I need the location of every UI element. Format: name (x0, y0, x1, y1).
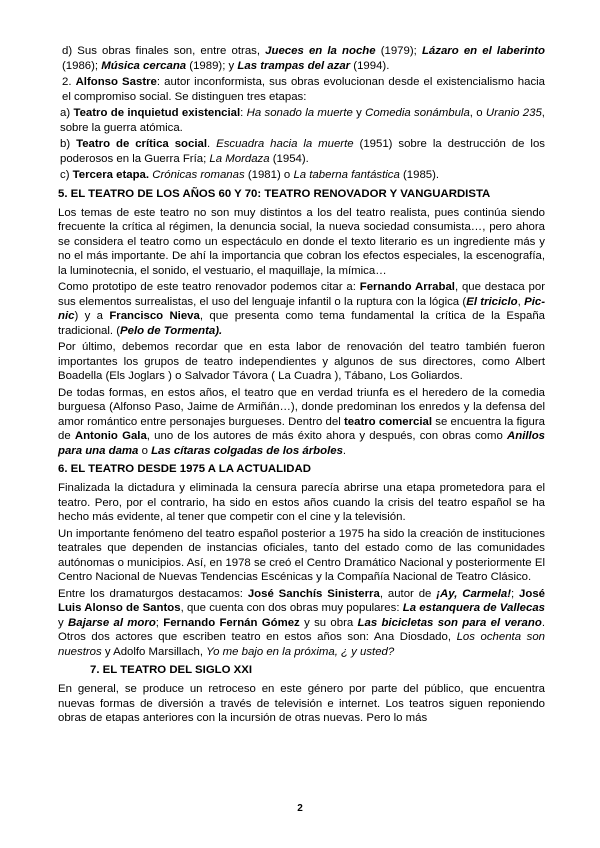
text-run: b) (60, 138, 77, 150)
stage-c-paragraph (58, 168, 545, 183)
section-5-heading: 5. EL TEATRO DE LOS AÑOS 60 Y 70: TEATRO RENOVADOR Y VANGUARDISTA (58, 187, 491, 200)
text-run: y (352, 107, 366, 119)
stage-a-paragraph (58, 106, 545, 135)
text-run: Como prototipo de este teatro renovador podemos citar a: (58, 281, 360, 293)
text-run: . (207, 138, 217, 150)
text-run: c) (60, 169, 73, 181)
section-6-paragraph-3 (58, 587, 545, 660)
page-number: 2 (297, 803, 303, 814)
work-title: Música cercana (101, 59, 187, 72)
section-6-heading: 6. EL TEATRO DESDE 1975 A LA ACTUALIDAD (58, 463, 311, 475)
section-5-paragraph-3: Por último, debemos recordar que en esta labor de renovación del teatro también fueron importantes los grupos de teatro independientes y algunos de sus directores, como Albert Boadella (Els Joglars ) o Salvador Távora ( La Cuadra ), Tábano, Los Goliardos. (58, 341, 545, 382)
section-7-paragraph-1: En general, se produce un retroceso en este género por parte del público, que encuentra nuevas formas de diversión a través de televisión e internet. Los teatros siguen reponiendo obras de etapas anteriores con la incursión de otras nuevas. Pero lo más (58, 683, 545, 724)
text-run: (1985). (399, 169, 440, 181)
text-run: se encuentra la figura de (58, 415, 545, 442)
work-title: Las cítaras colgadas de los árboles (151, 444, 343, 457)
item-d-paragraph (58, 44, 545, 73)
text-run: (1989); y (186, 59, 238, 72)
work-title: Los ochenta son nuestros (58, 631, 545, 658)
text-run: , que cuenta con dos obras muy populares: (180, 602, 403, 614)
text-run: (1979); (375, 45, 422, 57)
highlight-term: teatro comercial (343, 415, 433, 428)
author-name: José Sanchís Sinisterra (247, 587, 380, 600)
section-6-paragraph-2: Un importante fenómeno del teatro español posterior a 1975 ha sido la creación de instituciones teatrales que dependen de instancias oficiales, tanto del estado como de las comunidades autónomas o municipios. Así, en 1978 se creó el Centro Dramático Nacional y posteriormente El Centro Nacional de Nuevas Tendencias Escénicas y la Compañía Nacional de Teatro Clásico. (58, 527, 545, 583)
text-run: . (342, 444, 347, 457)
work-title: La estanquera de Vallecas (402, 602, 545, 614)
document-page (58, 44, 545, 726)
work-title: La taberna fantástica (293, 169, 400, 181)
work-title: Uranio 235 (485, 107, 542, 119)
work-title: Las trampas del azar (237, 59, 351, 72)
work-title: El triciclo (466, 295, 518, 308)
section-5-paragraph-2 (58, 280, 545, 338)
text-run: y Adolfo Marsillach, (101, 645, 207, 658)
author-name: Francisco Nieva (109, 310, 200, 322)
work-title: Lázaro en el laberinto (421, 45, 546, 57)
author-name: Alfonso Sastre (75, 76, 157, 88)
work-title: Jueces en la noche (265, 45, 376, 57)
text-run: ; (511, 587, 520, 600)
stage-b-paragraph (58, 137, 545, 166)
author-name: Fernando Arrabal (359, 281, 455, 293)
work-title: Escuadra hacia la muerte (216, 138, 354, 150)
work-title: Anillos para una dama (58, 430, 546, 457)
work-title: Bajarse al moro (68, 616, 156, 629)
text-run: (1954). (269, 152, 309, 165)
text-run: , que presenta como tema fundamental la crítica de la España tradicional. ( (58, 310, 545, 337)
text-run: . Otros dos actores que escriben teatro en estos años son: Ana Diosdado, (58, 616, 545, 643)
work-title: Pelo de Tormenta). (120, 324, 223, 337)
text-run: (1951) sobre la destrucción de los poderosos en la Guerra Fría; (60, 138, 545, 165)
author-name: Fernando Fernán Gómez (163, 616, 300, 629)
section-5-paragraph-4 (58, 386, 545, 459)
stage-name: Teatro de inquietud existencial (73, 107, 241, 119)
section-6-paragraph-1: Finalizada la dictadura y eliminada la censura parecía abrirse una etapa prometedora para el teatro. Pero, por el contrario, ha sido en estos años cuando la crisis del teatro español se ha hecho más evidente, al tener que competir con el cine y la televisión. (58, 482, 545, 523)
work-title: Pic-nic (58, 295, 545, 322)
text-run: : autor inconformista, sus obras evolucionan desde el existencialismo hacia el compromiso social. Se distinguen tres etapas: (62, 76, 546, 103)
work-title: Comedia sonámbula (365, 107, 470, 119)
text-run: De todas formas, en estos años, el teatro que en verdad triunfa es el heredero de la comedia burguesa (Alfonso Paso, Jaime de Armiñán…), donde predominan los enredos y la defensa del amor romántico entre personajes burgueses. Dentro del (58, 386, 545, 428)
text-run: 2. (62, 76, 76, 88)
text-run: ) y a (74, 310, 110, 322)
section-7-heading: 7. EL TEATRO DEL SIGLO XXI (90, 664, 253, 676)
text-run: (1981) o (244, 169, 294, 181)
text-run: , que destaca por sus elementos surrealistas, el uso del lenguaje infantil o la ruptura con la lógica ( (58, 281, 545, 308)
text-run: , (517, 295, 525, 308)
work-title: Ha sonado la muerte (246, 107, 353, 119)
text-run: ; (155, 616, 164, 629)
stage-name: Teatro de crítica social (76, 138, 207, 150)
work-title: Yo me bajo en la próxima, ¿ y usted? (206, 645, 395, 658)
text-run: (1994). (350, 59, 390, 72)
text-run: y su obra (299, 616, 358, 629)
text-run: (1986); (62, 59, 102, 72)
stage-name: Tercera etapa. (72, 169, 150, 181)
text-run: , sobre la guerra atómica. (60, 107, 545, 134)
work-title: Crónicas romanas (152, 169, 245, 181)
text-run: , o (469, 107, 486, 119)
text-run: , uno de los autores de más éxito ahora y después, con obras como (146, 430, 508, 442)
text-run: y (58, 616, 69, 629)
text-run: a) (60, 107, 74, 119)
text-run: : (240, 107, 247, 119)
work-title: La Mordaza (209, 152, 270, 165)
text-run: Entre los dramaturgos destacamos: (58, 587, 248, 600)
text-run: o (138, 444, 152, 457)
text-run: d) Sus obras finales son, entre otras, (62, 45, 266, 57)
section-5-paragraph-1: Los temas de este teatro no son muy distintos a los del teatro realista, pues continúa siendo frecuente la crítica al régimen, la denuncia social, la nueva sociedad consumista…, pero ahora se considera el teatro como un espectáculo en donde el texto literario es un ingrediente más y no el más importante. De ahí la importancia que cobran los efectos especiales, la escenografía, la luminotecnia, el sonido, el vestuario, el maquillaje, la mímica… (58, 206, 545, 277)
sastre-paragraph (58, 75, 545, 104)
text-run: , autor de (379, 587, 437, 600)
author-name: Antonio Gala (74, 430, 147, 442)
author-name: José Luis Alonso de Santos (58, 587, 546, 614)
work-title: ¡Ay, Carmela! (436, 587, 511, 600)
work-title: Las bicicletas son para el verano (357, 616, 542, 629)
